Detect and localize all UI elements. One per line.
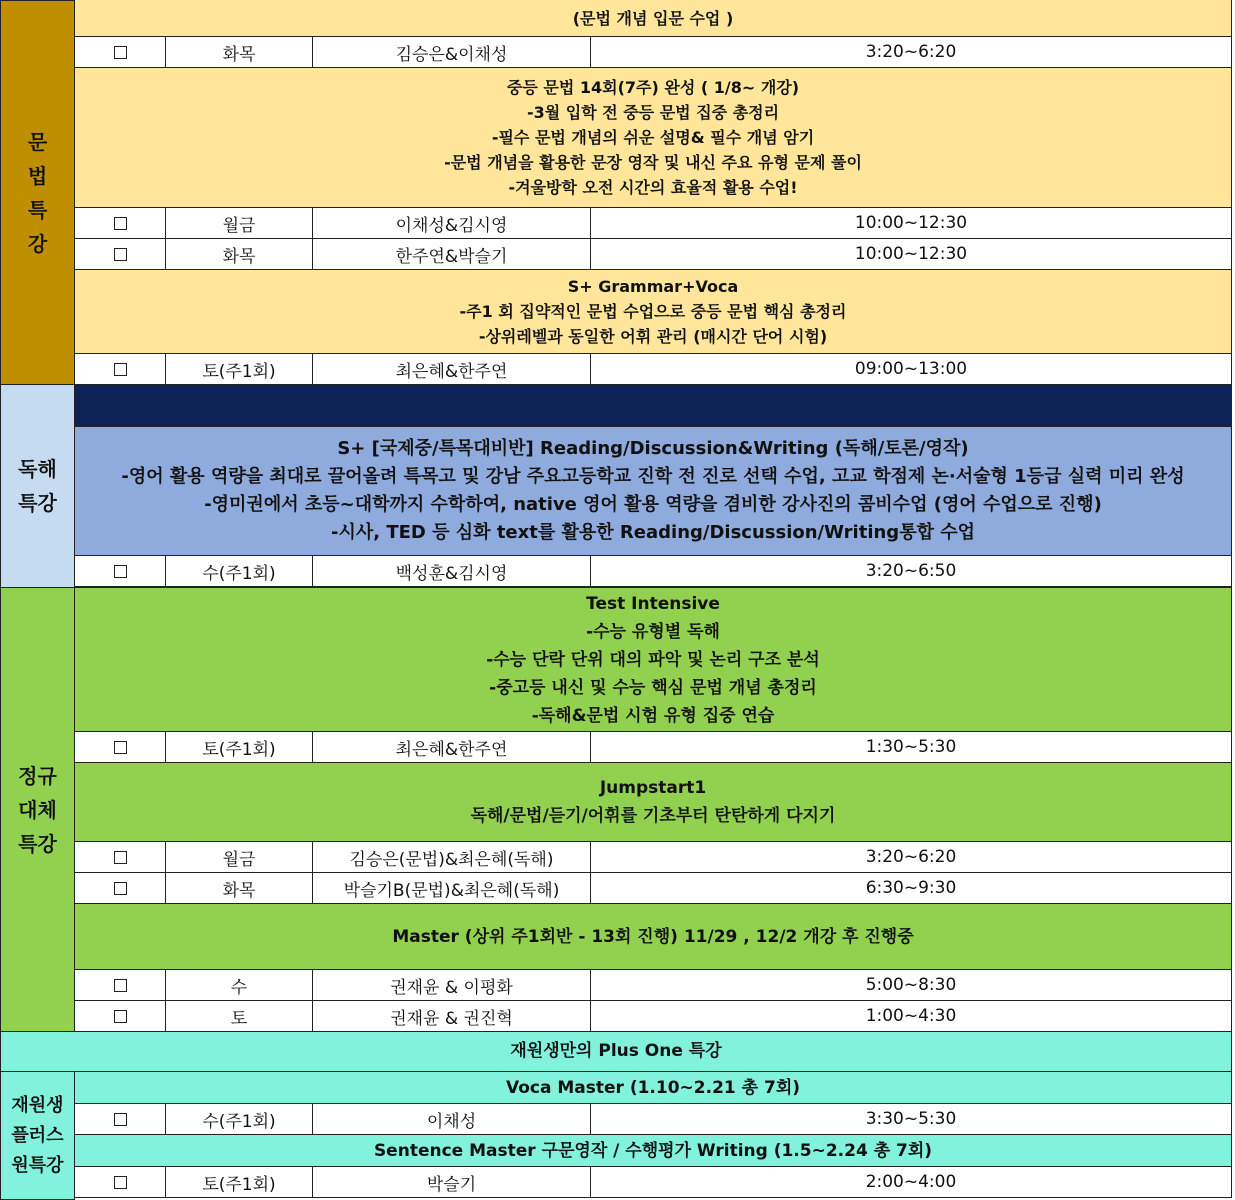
- day-cell: 토(주1회): [166, 354, 313, 384]
- label-line: 대체: [18, 797, 57, 822]
- plus-one-header: [0, 1031, 1232, 1072]
- course-description: [74, 269, 1232, 354]
- description-line: -3월 입학 전 중등 문법 집중 총정리: [526, 103, 780, 122]
- time-cell: 6:30~9:30: [865, 878, 957, 898]
- description-line: -겨울방학 오전 시간의 효율적 활용 수업!: [508, 178, 798, 197]
- course-description: [74, 1071, 1232, 1104]
- time-cell: 1:30~5:30: [865, 737, 957, 757]
- label-char: 특: [27, 197, 48, 222]
- day-cell: 월금: [166, 842, 313, 872]
- class-row: [74, 354, 1232, 385]
- label-line: 정규: [18, 763, 57, 788]
- time-cell: 3:30~5:30: [865, 1109, 957, 1129]
- description-line: Voca Master (1.10~2.21 총 7회): [505, 1077, 801, 1098]
- teacher-cell: 최은혜&한주연: [313, 354, 591, 384]
- day-cell: 토: [166, 1001, 313, 1031]
- description-line: Master (상위 주1회반 - 13회 진행) 11/29 , 12/2 개강 후 진행중: [392, 926, 914, 947]
- description-line: -주1 회 집약적인 문법 수업으로 중등 문법 핵심 총정리: [459, 302, 847, 321]
- label-line: 독해: [18, 457, 57, 481]
- class-row: [74, 842, 1232, 873]
- time-cell: 5:00~8:30: [865, 975, 957, 995]
- checkbox[interactable]: [114, 1176, 127, 1189]
- label-char: 강: [27, 231, 48, 256]
- checkbox[interactable]: [114, 979, 127, 992]
- day-cell: 수(주1회): [166, 1104, 313, 1134]
- teacher-cell: 권재윤 & 권진혁: [313, 1001, 591, 1031]
- course-description: [74, 903, 1232, 970]
- class-row: [74, 1104, 1232, 1135]
- section-label-plus: [0, 1071, 75, 1200]
- time-cell: 3:20~6:50: [865, 561, 957, 581]
- class-row: [74, 1001, 1232, 1032]
- checkbox[interactable]: [114, 851, 127, 864]
- checkbox[interactable]: [114, 217, 127, 230]
- label-line: 재원생: [11, 1094, 64, 1116]
- class-row: [74, 208, 1232, 239]
- time-cell: 10:00~12:30: [854, 244, 968, 264]
- description-line: -상위레벨과 동일한 어휘 관리 (매시간 단어 시험): [478, 327, 828, 346]
- label-line: 플러스: [11, 1124, 64, 1146]
- class-row: [74, 732, 1232, 763]
- description-line: -수능 단락 단위 대의 파악 및 논리 구조 분석: [486, 649, 820, 670]
- description-line: Test Intensive: [586, 593, 720, 614]
- class-row: [74, 37, 1232, 68]
- time-cell: 3:20~6:20: [865, 42, 957, 62]
- class-row: [74, 970, 1232, 1001]
- section-label-reading: [0, 384, 75, 588]
- description-line: 중등 문법 14회(7주) 완성 ( 1/8~ 개강): [506, 78, 800, 97]
- day-cell: 화목: [166, 873, 313, 903]
- time-cell: 2:00~4:00: [865, 1172, 957, 1192]
- course-description: [74, 67, 1232, 208]
- label-line: 특강: [18, 491, 57, 515]
- time-cell: 10:00~12:30: [854, 213, 968, 233]
- course-description: [74, 0, 1232, 37]
- description-line: -수능 유형별 독해: [586, 621, 720, 642]
- description-line: -필수 문법 개념의 쉬운 설명& 필수 개념 암기: [491, 128, 815, 147]
- description-line: -중고등 내신 및 수능 핵심 문법 개념 총정리: [489, 677, 817, 698]
- description-line: S+ Grammar+Voca: [567, 277, 739, 296]
- day-cell: 토(주1회): [166, 732, 313, 762]
- day-cell: 화목: [166, 37, 313, 67]
- checkbox[interactable]: [114, 565, 127, 578]
- checkbox[interactable]: [114, 46, 127, 59]
- teacher-cell: 이채성: [313, 1104, 591, 1134]
- day-cell: 토(주1회): [166, 1167, 313, 1197]
- teacher-cell: 박슬기B(문법)&최은혜(독해): [313, 873, 591, 903]
- day-cell: 월금: [166, 208, 313, 238]
- description-line: -영미권에서 초등~대학까지 수학하여, native 영어 활용 역량을 겸비한 강사진의 콤비수업 (영어 수업으로 진행): [204, 494, 1102, 515]
- section-label-grammar: [0, 0, 75, 385]
- label-line: 원특강: [11, 1154, 64, 1176]
- checkbox[interactable]: [114, 882, 127, 895]
- teacher-cell: 최은혜&한주연: [313, 732, 591, 762]
- teacher-cell: 권재윤 & 이평화: [313, 970, 591, 1000]
- teacher-cell: 김승은(문법)&최은혜(독해): [313, 842, 591, 872]
- description-line: S+ [국제중/특목대비반] Reading/Discussion&Writing (독해/토론/영작): [337, 438, 969, 459]
- teacher-cell: 한주연&박슬기: [313, 239, 591, 269]
- course-description: [74, 587, 1232, 732]
- description-line: -영어 활용 역량을 최대로 끌어올려 특목고 및 강남 주요고등학교 진학 전 진로 선택 수업, 고교 학점제 논·서술형 1등급 실력 미리 완성: [121, 466, 1185, 487]
- description-line: -문법 개념을 활용한 문장 영작 및 내신 주요 유형 문제 풀이: [444, 153, 862, 172]
- checkbox[interactable]: [114, 741, 127, 754]
- section-label-regular: [0, 587, 75, 1032]
- description-line: Sentence Master 구문영작 / 수행평가 Writing (1.5~2.24 총 7회): [373, 1140, 933, 1161]
- navy-band: [74, 384, 1232, 427]
- description-line: -시사, TED 등 심화 text를 활용한 Reading/Discussion/Writing통합 수업: [330, 522, 976, 543]
- label-char: 문: [27, 129, 48, 154]
- header-text: 재원생만의 Plus One 특강: [510, 1041, 722, 1061]
- class-row: [74, 239, 1232, 270]
- description-line: Jumpstart1: [599, 778, 707, 798]
- description-line: (문법 개념 입문 수업 ): [572, 8, 734, 28]
- description-line: -독해&문법 시험 유형 집중 연습: [531, 705, 775, 726]
- label-line: 특강: [18, 831, 57, 856]
- description-line: 독해/문법/듣기/어휘를 기초부터 탄탄하게 다지기: [470, 806, 836, 826]
- label-char: 법: [27, 163, 48, 188]
- checkbox[interactable]: [114, 363, 127, 376]
- checkbox[interactable]: [114, 1113, 127, 1126]
- course-description: [74, 426, 1232, 556]
- teacher-cell: 박슬기: [313, 1167, 591, 1197]
- teacher-cell: 이채성&김시영: [313, 208, 591, 238]
- checkbox[interactable]: [114, 1010, 127, 1023]
- course-description: [74, 1134, 1232, 1167]
- checkbox[interactable]: [114, 248, 127, 261]
- course-description: [74, 762, 1232, 842]
- class-row: [74, 873, 1232, 904]
- teacher-cell: 김승은&이채성: [313, 37, 591, 67]
- class-row: [74, 556, 1232, 587]
- day-cell: 수(주1회): [166, 556, 313, 586]
- day-cell: 화목: [166, 239, 313, 269]
- time-cell: 1:00~4:30: [865, 1006, 957, 1026]
- teacher-cell: 백성훈&김시영: [313, 556, 591, 586]
- time-cell: 3:20~6:20: [865, 847, 957, 867]
- day-cell: 수: [166, 970, 313, 1000]
- time-cell: 09:00~13:00: [854, 359, 968, 379]
- class-row: [74, 1167, 1232, 1198]
